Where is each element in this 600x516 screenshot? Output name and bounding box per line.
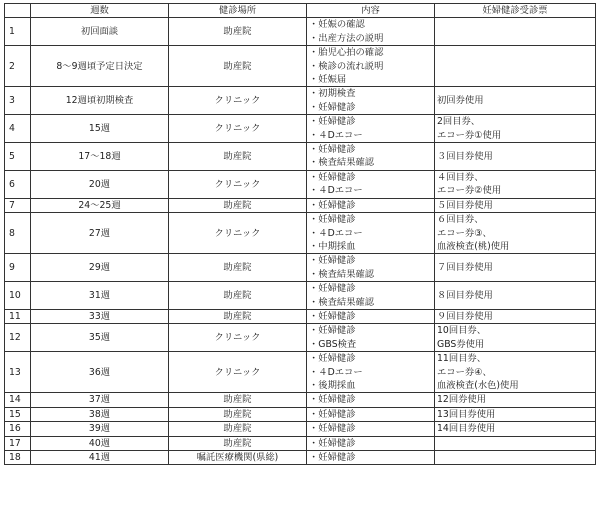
content-cell-line: ・妊娠の確認 <box>309 19 365 31</box>
place-cell: クリニック <box>169 115 307 143</box>
content-cell-line: ・検査結果確認 <box>309 268 375 280</box>
place-cell: 助産院 <box>169 18 307 46</box>
content-cell-line: ・妊婦健診 <box>309 394 356 406</box>
content-cell-line: ・検診の流れ説明 <box>309 60 384 72</box>
content-cell <box>307 324 435 352</box>
content-cell-line: ・妊婦健診 <box>309 101 356 113</box>
week-cell: 31週 <box>31 282 169 310</box>
table-row <box>5 309 596 323</box>
ticket-cell-line: 14回目券使用 <box>437 423 496 435</box>
row-number: 7 <box>5 198 31 212</box>
week-cell: 17～18週 <box>31 143 169 171</box>
ticket-cell-line: 10回目券、 <box>437 325 487 337</box>
row-number: 14 <box>5 393 31 407</box>
content-cell-line: ・中期採血 <box>309 240 356 252</box>
row-number: 11 <box>5 309 31 323</box>
table-row <box>5 46 596 87</box>
place-cell: 助産院 <box>169 436 307 450</box>
content-cell-line: ・４Dエコー <box>309 129 363 141</box>
header-no <box>5 4 31 18</box>
week-cell: 29週 <box>31 254 169 282</box>
ticket-cell-line: 2回目券、 <box>437 116 481 128</box>
ticket-cell <box>435 87 596 115</box>
table-row <box>5 436 596 450</box>
content-cell-line: ・妊婦健診 <box>309 255 356 267</box>
content-cell-line: ・妊婦健診 <box>309 214 356 226</box>
place-cell: 嘱託医療機関(県総) <box>169 451 307 465</box>
ticket-cell-line: エコー券①使用 <box>437 129 502 141</box>
ticket-cell <box>435 422 596 436</box>
ticket-cell-line: エコー券④、 <box>437 366 492 378</box>
ticket-cell <box>435 18 596 46</box>
row-number: 8 <box>5 213 31 254</box>
place-cell: 助産院 <box>169 254 307 282</box>
table-row <box>5 143 596 171</box>
ticket-cell-line: ８回目券使用 <box>437 289 493 301</box>
ticket-cell <box>435 393 596 407</box>
ticket-cell-line: ９回目券使用 <box>437 310 493 322</box>
place-cell: 助産院 <box>169 282 307 310</box>
ticket-cell <box>435 213 596 254</box>
content-cell <box>307 451 435 465</box>
place-cell: 助産院 <box>169 393 307 407</box>
row-number: 3 <box>5 87 31 115</box>
header-ticket: 妊婦健診受診票 <box>435 4 596 18</box>
content-cell-line: ・GBS検査 <box>309 338 357 350</box>
week-cell: 24～25週 <box>31 198 169 212</box>
table-row <box>5 18 596 46</box>
row-number: 18 <box>5 451 31 465</box>
content-cell-line: ・検査結果確認 <box>309 157 375 169</box>
table-row <box>5 407 596 421</box>
week-cell: 15週 <box>31 115 169 143</box>
week-cell: 35週 <box>31 324 169 352</box>
row-number: 12 <box>5 324 31 352</box>
content-cell-line: ・妊婦健診 <box>309 408 356 420</box>
place-cell: 助産院 <box>169 407 307 421</box>
content-cell-line: ・４Dエコー <box>309 227 363 239</box>
table-row <box>5 324 596 352</box>
table-row <box>5 282 596 310</box>
content-cell <box>307 254 435 282</box>
row-number: 5 <box>5 143 31 171</box>
content-cell-line: ・検査結果確認 <box>309 296 375 308</box>
ticket-cell-line: エコー券②使用 <box>437 185 502 197</box>
row-number: 13 <box>5 352 31 393</box>
header-week: 週数 <box>31 4 169 18</box>
ticket-cell-line: エコー券③、 <box>437 227 492 239</box>
content-cell <box>307 309 435 323</box>
content-cell-line: ・胎児心拍の確認 <box>309 47 384 59</box>
ticket-cell <box>435 198 596 212</box>
place-cell: 助産院 <box>169 422 307 436</box>
ticket-cell-line: ５回目券使用 <box>437 199 493 211</box>
header-content: 内容 <box>307 4 435 18</box>
ticket-cell-line: ３回目券使用 <box>437 150 493 162</box>
table-row <box>5 170 596 198</box>
ticket-cell <box>435 309 596 323</box>
checkup-schedule-table <box>4 3 596 465</box>
row-number: 9 <box>5 254 31 282</box>
ticket-cell-line: 初回券使用 <box>437 95 484 107</box>
place-cell: クリニック <box>169 213 307 254</box>
content-cell-line: ・４Dエコー <box>309 185 363 197</box>
ticket-cell <box>435 46 596 87</box>
content-cell-line: ・妊婦健診 <box>309 310 356 322</box>
content-cell <box>307 352 435 393</box>
place-cell: 助産院 <box>169 143 307 171</box>
place-cell: クリニック <box>169 87 307 115</box>
table-row <box>5 213 596 254</box>
week-cell: 39週 <box>31 422 169 436</box>
content-cell-line: ・後期採血 <box>309 379 356 391</box>
table-row <box>5 352 596 393</box>
content-cell-line: ・妊婦健診 <box>309 144 356 156</box>
content-cell-line: ・妊婦健診 <box>309 116 356 128</box>
content-cell <box>307 282 435 310</box>
table-row <box>5 87 596 115</box>
content-cell-line: ・妊婦健診 <box>309 325 356 337</box>
content-cell <box>307 198 435 212</box>
table-body <box>5 18 596 465</box>
ticket-cell <box>435 170 596 198</box>
place-cell: 助産院 <box>169 198 307 212</box>
header-row <box>5 4 596 18</box>
week-cell: 41週 <box>31 451 169 465</box>
content-cell-line: ・４Dエコー <box>309 366 363 378</box>
table-row <box>5 198 596 212</box>
content-cell-line: ・妊婦健診 <box>309 199 356 211</box>
content-cell-line: ・妊婦健診 <box>309 171 356 183</box>
ticket-cell <box>435 115 596 143</box>
ticket-cell <box>435 436 596 450</box>
week-cell: 38週 <box>31 407 169 421</box>
ticket-cell-line: ７回目券使用 <box>437 262 493 274</box>
week-cell: 12週頃初期検査 <box>31 87 169 115</box>
content-cell-line: ・妊婦健診 <box>309 437 356 449</box>
row-number: 2 <box>5 46 31 87</box>
content-cell-line: ・妊婦健診 <box>309 423 356 435</box>
ticket-cell-line: 11回目券、 <box>437 353 487 365</box>
ticket-cell <box>435 451 596 465</box>
table-row <box>5 422 596 436</box>
table-row <box>5 451 596 465</box>
content-cell-line: ・出産方法の説明 <box>309 32 384 44</box>
ticket-cell <box>435 254 596 282</box>
content-cell <box>307 46 435 87</box>
content-cell <box>307 436 435 450</box>
place-cell: クリニック <box>169 352 307 393</box>
row-number: 6 <box>5 170 31 198</box>
ticket-cell-line: GBS券使用 <box>437 338 485 350</box>
row-number: 16 <box>5 422 31 436</box>
week-cell: 20週 <box>31 170 169 198</box>
row-number: 1 <box>5 18 31 46</box>
ticket-cell-line: 12回券使用 <box>437 394 487 406</box>
content-cell <box>307 213 435 254</box>
week-cell: 33週 <box>31 309 169 323</box>
ticket-cell-line: 13回目券使用 <box>437 408 496 420</box>
ticket-cell-line: ４回目券、 <box>437 171 484 183</box>
content-cell-line: ・初期検査 <box>309 88 356 100</box>
ticket-cell <box>435 407 596 421</box>
place-cell: 助産院 <box>169 46 307 87</box>
header-place: 健診場所 <box>169 4 307 18</box>
ticket-cell <box>435 282 596 310</box>
row-number: 15 <box>5 407 31 421</box>
content-cell <box>307 115 435 143</box>
content-cell-line: ・妊婦健診 <box>309 452 356 463</box>
content-cell-line: ・妊娠届 <box>309 74 347 86</box>
ticket-cell <box>435 324 596 352</box>
ticket-cell-line: 血液検査(桃)使用 <box>437 240 510 252</box>
content-cell <box>307 143 435 171</box>
ticket-cell-line: 血液検査(水色)使用 <box>437 379 519 391</box>
content-cell <box>307 407 435 421</box>
content-cell <box>307 393 435 407</box>
content-cell-line: ・妊婦健診 <box>309 353 356 365</box>
table-row <box>5 115 596 143</box>
content-cell <box>307 422 435 436</box>
ticket-cell <box>435 143 596 171</box>
content-cell <box>307 170 435 198</box>
content-cell <box>307 18 435 46</box>
week-cell: 27週 <box>31 213 169 254</box>
place-cell: クリニック <box>169 324 307 352</box>
content-cell <box>307 87 435 115</box>
week-cell: 8～9週頃予定日決定 <box>31 46 169 87</box>
table-row <box>5 254 596 282</box>
row-number: 4 <box>5 115 31 143</box>
place-cell: 助産院 <box>169 309 307 323</box>
content-cell-line: ・妊婦健診 <box>309 283 356 295</box>
week-cell: 36週 <box>31 352 169 393</box>
week-cell: 37週 <box>31 393 169 407</box>
week-cell: 初回面談 <box>31 18 169 46</box>
row-number: 17 <box>5 436 31 450</box>
table-row <box>5 393 596 407</box>
ticket-cell-line: ６回目券、 <box>437 214 484 226</box>
place-cell: クリニック <box>169 170 307 198</box>
row-number: 10 <box>5 282 31 310</box>
week-cell: 40週 <box>31 436 169 450</box>
ticket-cell <box>435 352 596 393</box>
